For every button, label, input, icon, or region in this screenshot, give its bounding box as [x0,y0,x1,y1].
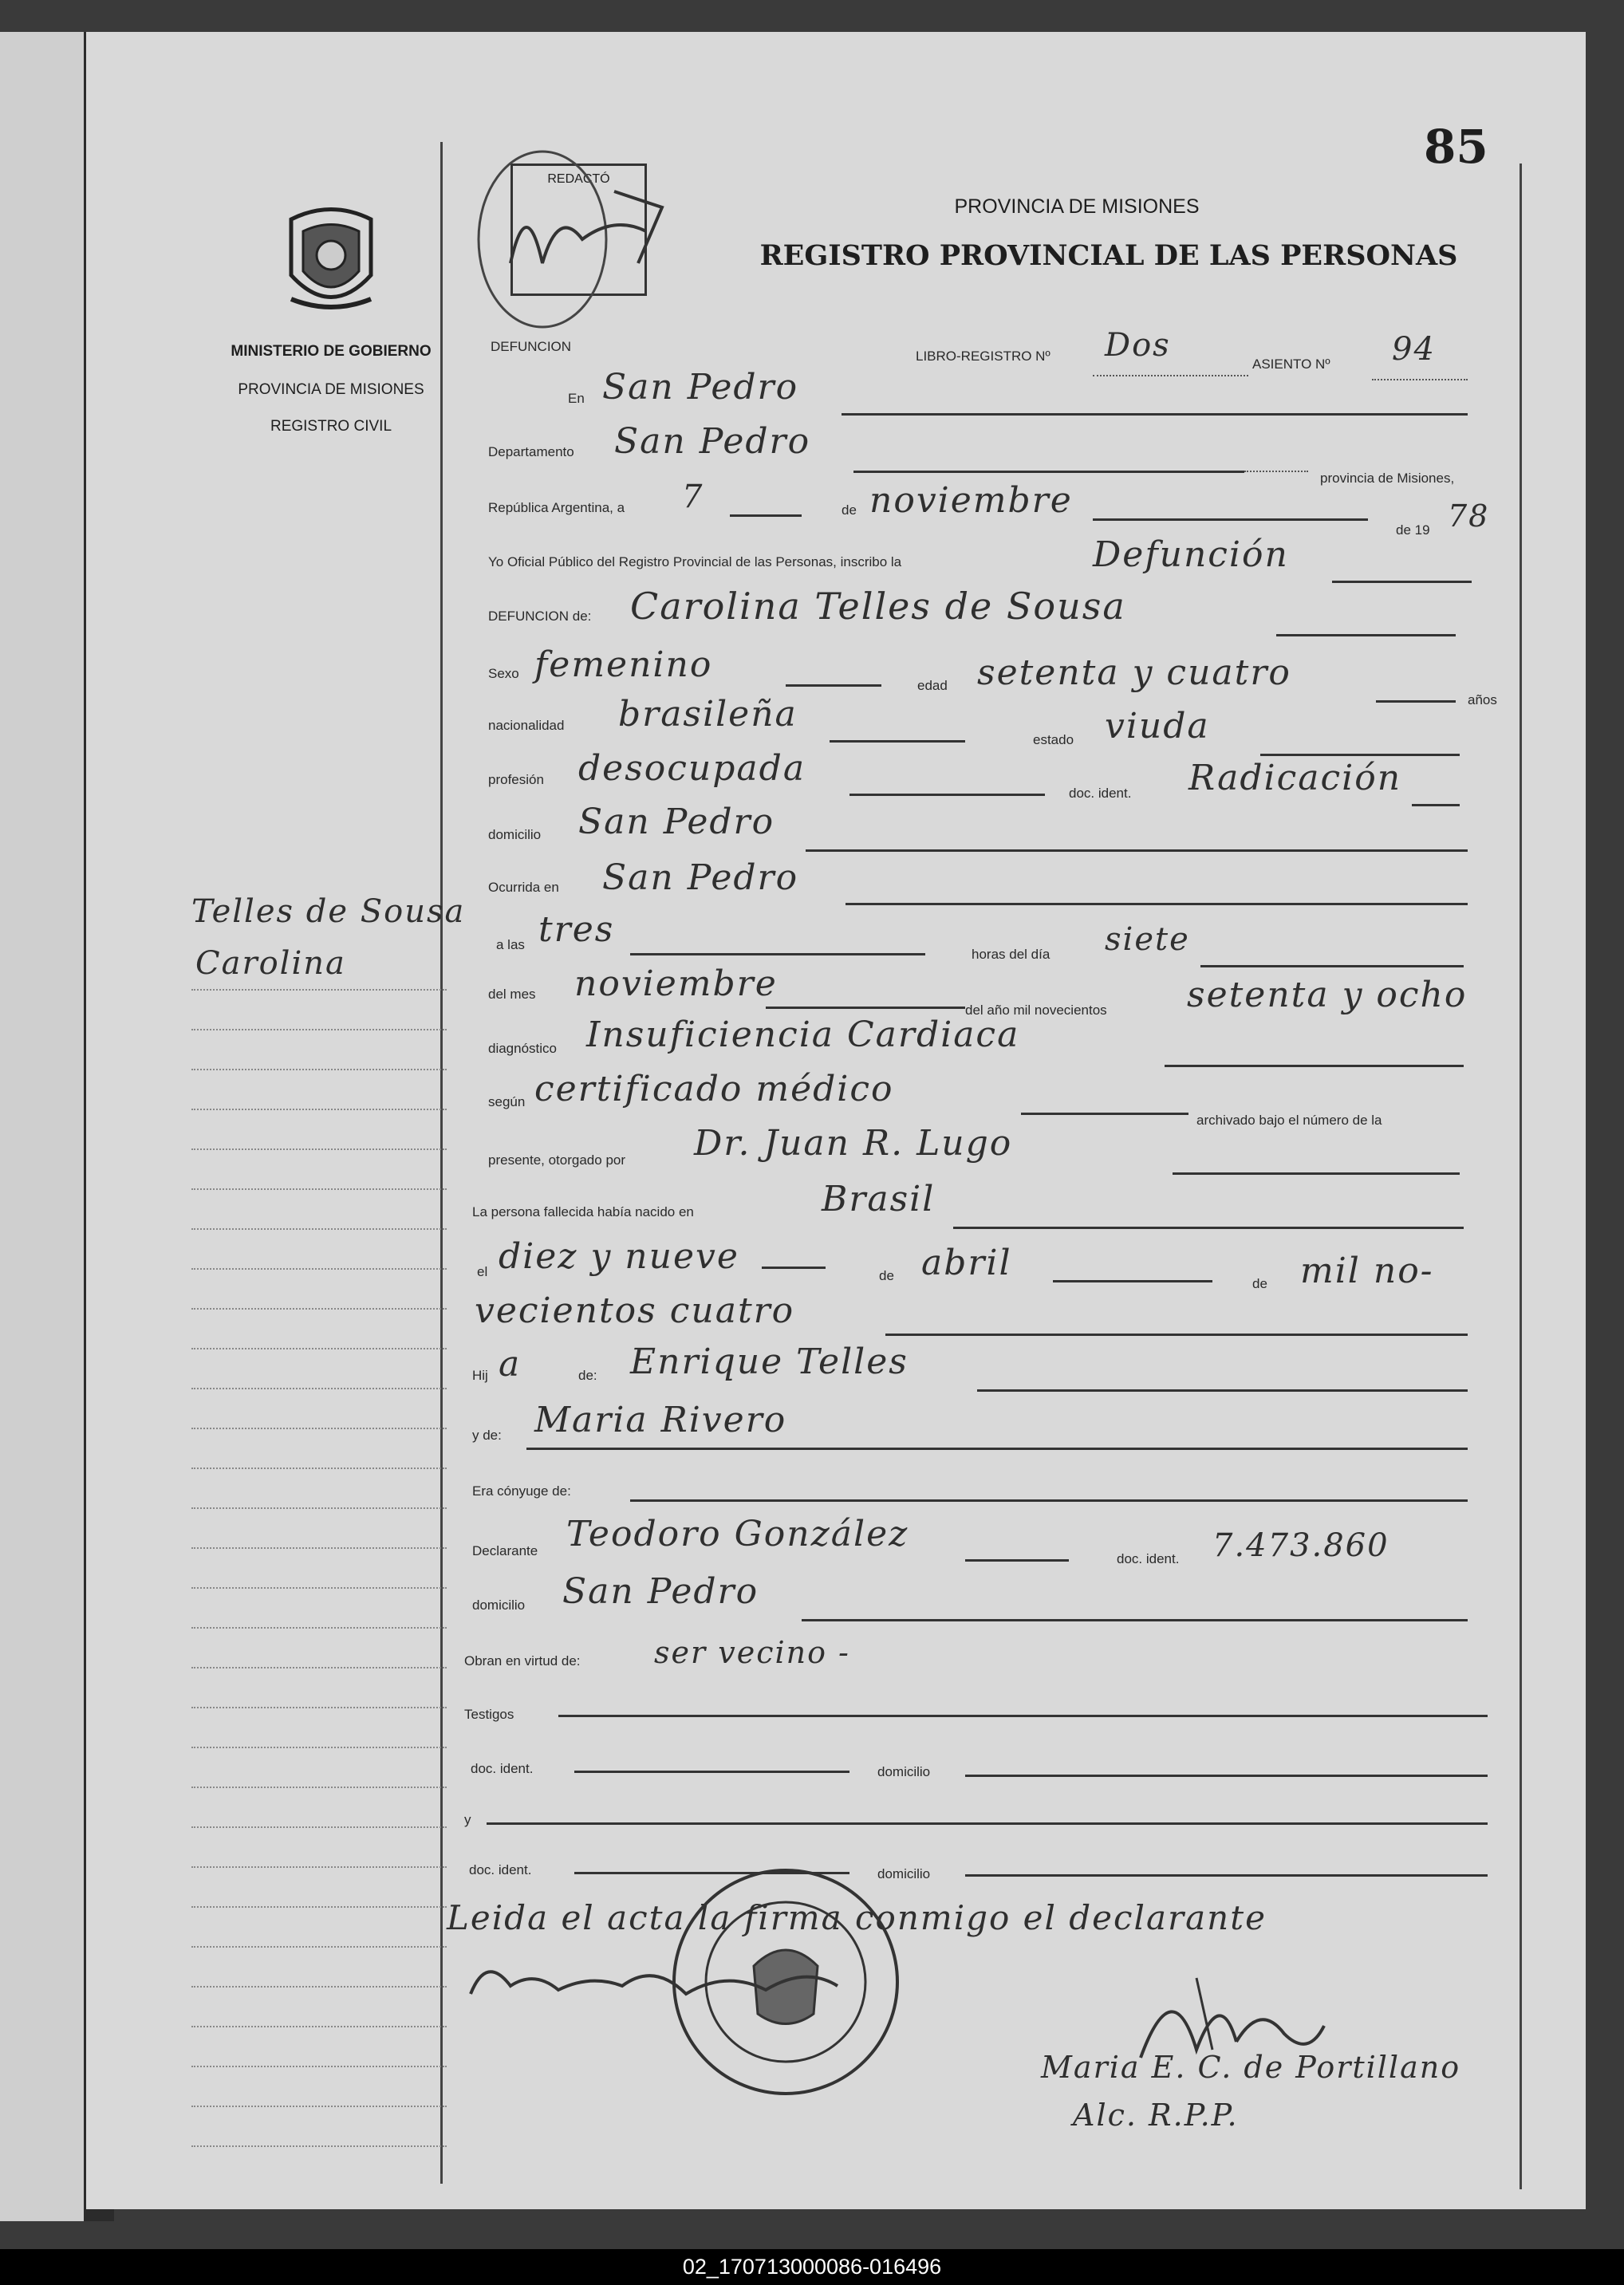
defuncion-de-label: DEFUNCION de: [488,609,592,624]
domicilio-label: domicilio [488,827,542,842]
de-label-1: de [842,502,857,518]
nac-anio-2-value: vecientos cuatro [475,1290,795,1331]
nac-dia-line [762,1267,826,1269]
declarante-line [965,1559,1069,1562]
nacido-en-line [953,1227,1464,1229]
nacionalidad-line [830,740,965,743]
margin-ruled-line [191,1986,447,1988]
declarante-label: Declarante [472,1543,538,1558]
de-label-3: de [1252,1276,1267,1291]
testigo1-doc-label: doc. ident. [471,1761,534,1776]
header-registry: REGISTRO PROVINCIAL DE LAS PERSONAS [759,239,1458,272]
header-province: PROVINCIA DE MISIONES [954,195,1200,218]
sexo-value: femenino [534,644,713,685]
domicilio-line [806,849,1468,852]
dia-line [730,514,802,517]
margin-ruled-line [191,2145,447,2147]
nacido-en-label: La persona fallecida había nacido en [472,1204,694,1219]
asiento-value: 94 [1392,331,1436,368]
margin-ruled-line [191,1069,447,1070]
anio-value: 78 [1448,498,1490,534]
departamento-line [853,471,1244,473]
de19-label: de 19 [1396,522,1430,538]
padre-line [977,1389,1468,1392]
provincial-seal-icon [275,203,387,323]
asiento-label: ASIENTO Nº [1252,357,1330,372]
margin-ruled-line [191,1148,447,1150]
dia-value: 7 [682,479,704,515]
margin-note-line2: Carolina [195,945,346,982]
declarant-signature [463,1946,877,2018]
en-line [842,413,1468,416]
segun-line [1021,1113,1188,1115]
hij-suffix-value: a [499,1344,522,1385]
ministry-line3: REGISTRO CIVIL [270,418,392,435]
anos-label: años [1468,692,1497,707]
libro-line [1093,375,1248,376]
margin-ruled-line [191,1587,447,1589]
nacionalidad-value: brasileña [618,694,798,735]
margin-ruled-line [191,1109,447,1110]
testigo1-dom-label: domicilio [877,1764,931,1779]
margin-ruled-line [191,1428,447,1429]
margin-ruled-line [191,1308,447,1310]
asiento-line [1372,379,1468,380]
ocurrida-en-label: Ocurrida en [488,880,559,895]
dia-texto-line [1200,965,1464,967]
ministry-line1: MINISTERIO DE GOBIERNO [231,343,432,360]
form-right-border [1520,163,1522,2189]
hora-line [630,953,925,955]
segun-value: certificado médico [534,1069,894,1109]
margin-ruled-line [191,1866,447,1868]
margin-ruled-line [191,1388,447,1389]
ministry-line2: PROVINCIA DE MISIONES [238,381,424,398]
testigos-line [558,1715,1488,1717]
horas-del-dia-label: horas del día [972,947,1050,962]
estado-value: viuda [1105,706,1210,747]
estado-line [1260,754,1460,756]
nombre-value: Carolina Telles de Sousa [630,585,1126,628]
ocurrida-en-line [846,903,1468,905]
domicilio-value: San Pedro [578,802,775,842]
nac-dia-value: diez y nueve [499,1236,739,1277]
profesion-label: profesión [488,772,544,787]
margin-ruled-line [191,1268,447,1270]
diagnostico-value: Insuficiencia Cardiaca [586,1014,1020,1055]
margin-ruled-line [191,1228,447,1230]
testigo2-line [487,1822,1488,1825]
dia-texto-value: siete [1105,921,1190,958]
yo-oficial-label: Yo Oficial Público del Registro Provincial de las Personas, inscribo la [488,554,902,569]
mes-value: noviembre [869,480,1073,521]
republica-label: República Argentina, a [488,500,625,515]
testigo2-dom-line [965,1874,1488,1877]
testigos-label: Testigos [464,1707,514,1722]
hora-value: tres [538,909,615,950]
testigo2-doc-label: doc. ident. [469,1862,532,1877]
obran-value: ser vecino - [654,1635,850,1670]
declarante-dom-line [802,1619,1468,1621]
testigo1-dom-line [965,1775,1488,1777]
margin-ruled-line [191,1946,447,1948]
mes-texto-line [766,1007,965,1009]
nac-anio-2-line [885,1334,1468,1336]
declarante-value: Teodoro González [566,1514,909,1554]
form-left-border [440,142,443,2184]
inscribo-line [1332,581,1472,583]
testigo1-doc-line [574,1771,849,1773]
defuncion-title: DEFUNCION [491,339,572,354]
margin-ruled-line [191,1547,447,1549]
testigo2-dom-label: domicilio [877,1866,931,1881]
conyuge-label: Era cónyuge de: [472,1483,571,1499]
official-name: Maria E. C. de Portillano [1041,2050,1461,2085]
doc-ident-line [1412,804,1460,806]
anio-texto-value: setenta y ocho [1187,975,1468,1015]
nac-mes-line [1053,1280,1212,1282]
previous-page-edge [0,32,84,2221]
del-ano-label: del año mil novecientos [965,1003,1107,1018]
otorgado-por-value: Dr. Juan R. Lugo [694,1123,1013,1164]
margin-ruled-line [191,1906,447,1908]
declarante-dom-label: domicilio [472,1598,526,1613]
estado-label: estado [1033,732,1074,747]
el-label: el [477,1264,488,1279]
ocurrida-en-value: San Pedro [602,857,799,898]
conyuge-line [630,1499,1468,1502]
margin-note-line1: Telles de Sousa [191,893,466,930]
margin-ruled-line [191,1787,447,1788]
margin-ruled-line [191,1029,447,1030]
margin-ruled-line [191,2066,447,2067]
margin-ruled-line [191,1707,447,1708]
margin-ruled-line [191,1468,447,1469]
de-label-2: de [879,1268,894,1283]
declarante-doc-label: doc. ident. [1117,1551,1180,1566]
departamento-value: San Pedro [614,421,811,462]
declarante-dom-value: San Pedro [562,1571,759,1612]
initials-signature [455,144,710,351]
obran-label: Obran en virtud de: [464,1653,581,1668]
en-value: San Pedro [602,367,799,408]
padre-value: Enrique Telles [630,1341,909,1382]
diagnostico-label: diagnóstico [488,1041,558,1056]
hij-de-label: de: [578,1368,597,1383]
mes-texto-value: noviembre [574,963,778,1004]
inscribo-value: Defunción [1093,534,1289,575]
otorgado-por-line [1173,1172,1460,1175]
departamento-dots [1244,471,1308,472]
nac-anio-1-value: mil no- [1300,1251,1434,1291]
margin-ruled-line [191,1667,447,1668]
del-mes-label: del mes [488,987,536,1002]
nacido-en-value: Brasil [822,1179,936,1219]
margin-ruled-line [191,1188,447,1190]
margin-ruled-line [191,1747,447,1748]
profesion-line [849,794,1045,796]
libro-label: LIBRO-REGISTRO Nº [916,349,1050,364]
edad-label: edad [917,678,948,693]
leida-text: Leida el acta la firma conmigo el declarante [447,1898,1267,1937]
nac-mes-value: abril [921,1243,1012,1283]
redacto-label: REDACTÓ [547,172,610,186]
page-number: 85 [1424,120,1488,174]
margin-ruled-line [191,1507,447,1509]
mes-line [1093,518,1368,521]
presente-label: presente, otorgado por [488,1152,626,1168]
a-las-label: a las [496,937,525,952]
diagnostico-line [1165,1065,1464,1067]
sexo-line [786,684,881,687]
margin-ruled-line [191,1826,447,1828]
y-label: y [464,1812,471,1827]
libro-value: Dos [1105,327,1171,364]
image-caption: 02_170713000086-016496 [0,2249,1624,2285]
nacionalidad-label: nacionalidad [488,718,565,733]
segun-label: según [488,1094,526,1109]
doc-ident-value: Radicación [1188,758,1402,798]
margin-ruled-line [191,1348,447,1349]
doc-ident-label: doc. ident. [1069,786,1132,801]
margin-ruled-line [191,2106,447,2107]
declarante-doc-value: 7.473.860 [1212,1527,1389,1564]
y-de-label: y de: [472,1428,502,1443]
margin-ruled-line [191,1627,447,1629]
hij-label: Hij [472,1368,488,1383]
nombre-line [1276,634,1456,636]
edad-line [1376,700,1456,703]
madre-line [526,1448,1468,1450]
archivado-label: archivado bajo el número de la [1196,1113,1382,1128]
sexo-label: Sexo [488,666,519,681]
madre-value: Maria Rivero [534,1400,787,1440]
margin-ruled-line [191,2026,447,2027]
provincia-misiones-label: provincia de Misiones, [1320,471,1455,486]
en-label: En [568,391,585,406]
margin-ruled-line [191,989,447,991]
edad-value: setenta y cuatro [977,652,1291,693]
departamento-label: Departamento [488,444,574,459]
profesion-value: desocupada [578,748,806,789]
official-title: Alc. R.P.P. [1073,2098,1239,2133]
